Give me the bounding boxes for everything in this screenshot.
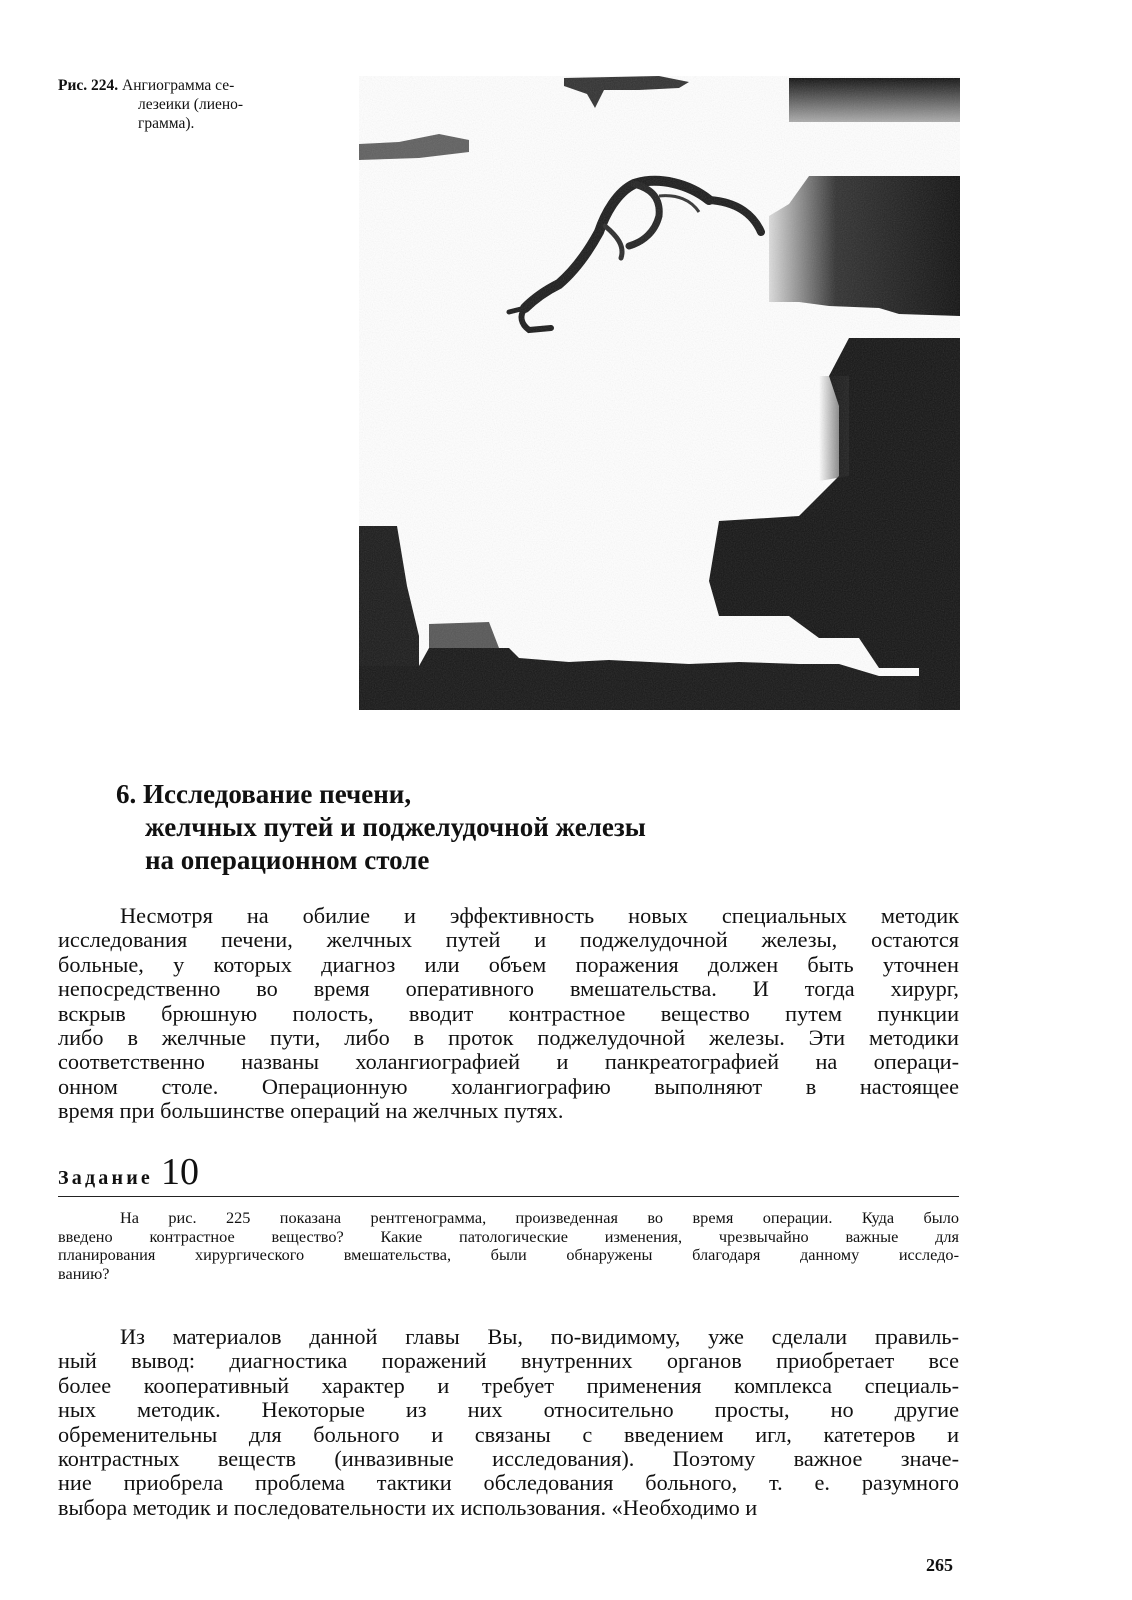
task-number: 10 [161, 1151, 199, 1193]
section-title [116, 778, 646, 877]
text-line: выбора методик и последовательности их использования. «Необходимо и [58, 1494, 758, 1520]
task-label: Задание [58, 1167, 153, 1189]
text-line: либо в желчные пути, либо в проток поджелудочной железы. Эти методики [58, 1025, 959, 1051]
body-paragraph [58, 904, 959, 1124]
caption-line: лезеики (лиено- [138, 96, 244, 113]
caption-line: грамма). [138, 115, 195, 132]
figure-label: Рис. 224. [58, 77, 119, 94]
text-line: Из материалов данной главы Вы, по-видимому, уже сделали правиль- [120, 1324, 959, 1349]
text-line: более кооперативный характер и требует применения комплекса специаль- [58, 1372, 959, 1398]
task-heading [58, 1150, 199, 1194]
figure-caption [58, 76, 328, 133]
text-line: Несмотря на обилие и эффективность новых специальных методик [120, 903, 959, 928]
section-title-line: желчных путей и поджелудочной железы [145, 812, 646, 842]
divider [58, 1196, 959, 1197]
text-line: ный вывод: диагностика поражений внутренних органов приобретает все [58, 1348, 959, 1374]
text-line: время при большинстве операций на желчных путях. [58, 1098, 564, 1124]
task-text [58, 1209, 959, 1283]
text-line: ных методик. Некоторые из них относительно просты, но другие [58, 1397, 959, 1423]
text-line: контрастных веществ (инвазивные исследования). Поэтому важное значе- [58, 1446, 959, 1472]
text-line: ние приобрела проблема тактики обследования больного, т. е. разумного [58, 1470, 959, 1496]
section-title-line: 6. Исследование печени, [116, 779, 412, 809]
text-line: введено контрастное вещество? Какие патологические изменения, чрезвычайно важные для [58, 1226, 959, 1246]
text-line: вскрыв брюшную полость, вводит контрастное вещество путем пункции [58, 1000, 959, 1026]
text-line: непосредственно во время оперативного вмешательства. И тогда хирург, [58, 976, 959, 1002]
text-line: онном столе. Операционную холангиографию выполняют в настоящее [58, 1073, 959, 1099]
text-line: соответственно названы холангиографией и панкреатографией на операци- [58, 1049, 959, 1075]
page-number: 265 [926, 1555, 953, 1575]
caption-line: Ангиограмма се- [122, 77, 235, 94]
body-paragraph [58, 1325, 959, 1520]
section-title-line: на операционном столе [145, 845, 430, 875]
text-line: ванию? [58, 1263, 110, 1283]
text-line: планирования хирургического вмешательства, были обнаружены благодаря данному исследо- [58, 1245, 959, 1265]
angiogram-image [359, 76, 960, 710]
text-line: обременительны для больного и связаны с введением игл, катетеров и [58, 1421, 959, 1447]
text-line: исследования печени, желчных путей и поджелудочной железы, остаются [58, 927, 959, 953]
text-line: На рис. 225 показана рентгенограмма, произведенная во время операции. Куда было [120, 1208, 959, 1227]
text-line: больные, у которых диагноз или объем поражения должен быть уточнен [58, 951, 959, 977]
